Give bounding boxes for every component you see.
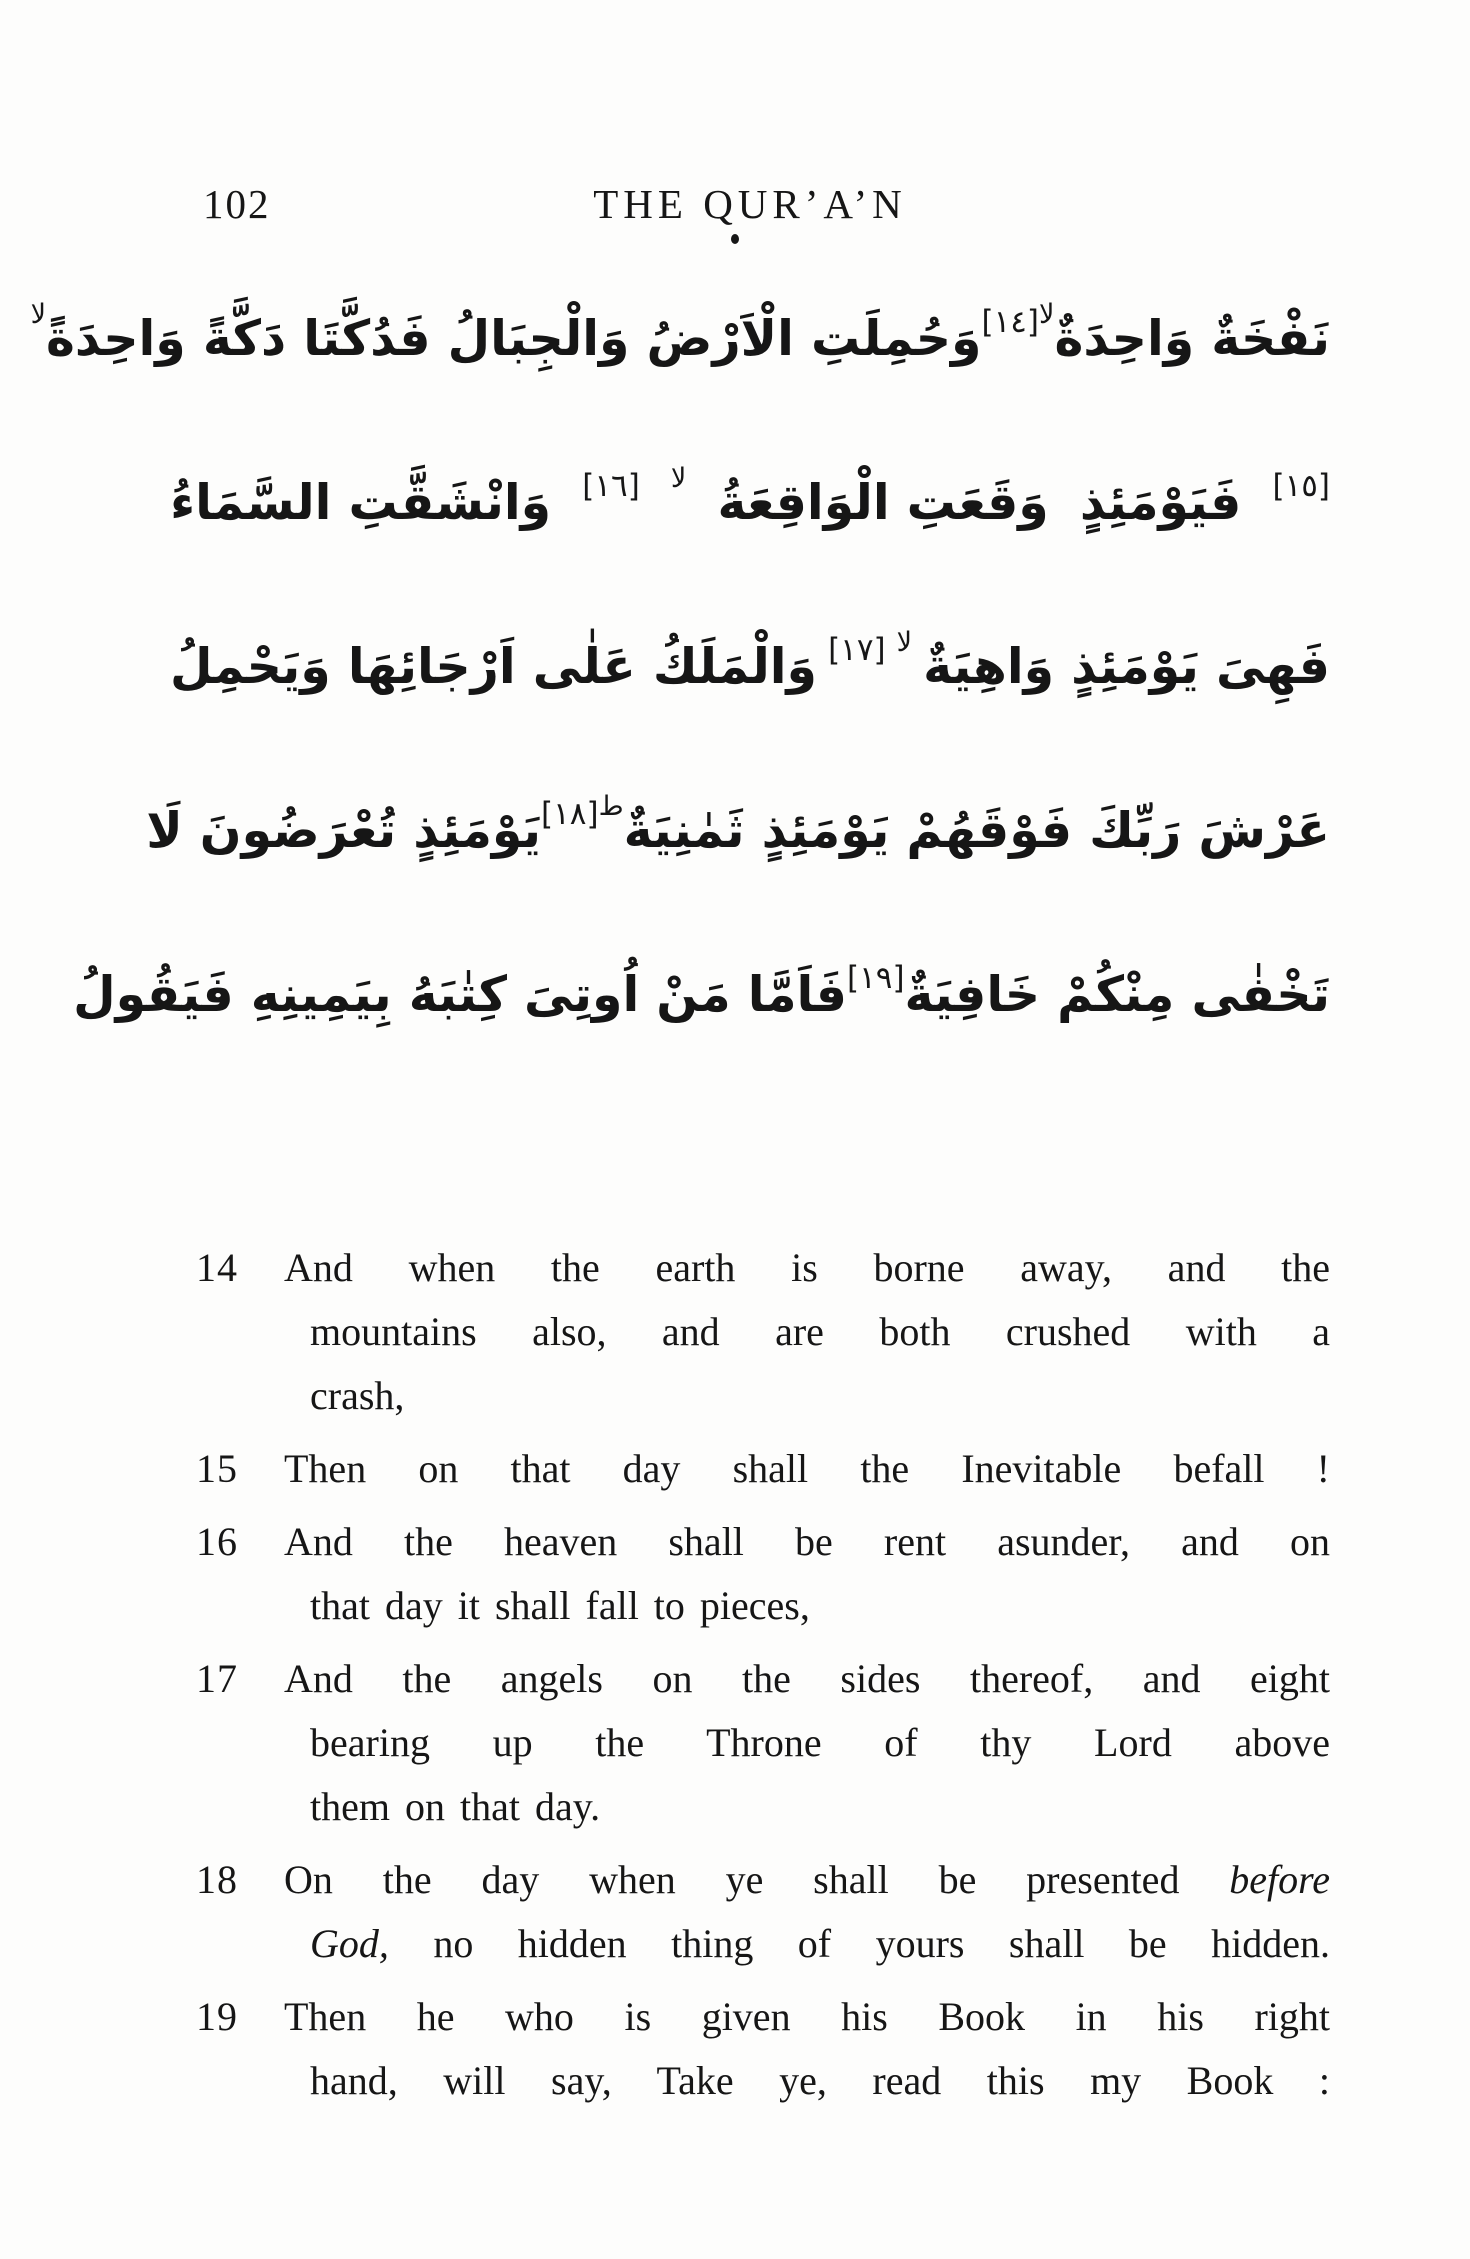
page-title: THE QUR’A’N	[593, 181, 907, 227]
arabic-text: وَانْشَقَّتِ السَّمَاءُ	[170, 473, 552, 531]
text-run: bearing up the Throne of thy Lord above	[310, 1720, 1330, 1765]
verse-number-marker: [١٦]	[582, 468, 640, 504]
verse-19	[170, 1985, 1330, 2113]
verse-text-line	[284, 1510, 1330, 1574]
verse-14	[170, 1236, 1330, 1428]
arabic-line	[146, 748, 1330, 912]
italic-text-run: before	[1229, 1857, 1330, 1902]
arabic-line	[30, 256, 1330, 420]
arabic-text: يَوْمَئِذٍ تُعْرَضُونَ لَا	[146, 801, 542, 859]
text-run: no hidden thing of yours shall be hidden.	[388, 1921, 1330, 1966]
text-run: On the day when ye shall be presented	[284, 1857, 1230, 1902]
verse-17	[170, 1647, 1330, 1839]
verse-number: 19	[196, 1994, 238, 2039]
pause-mark: لا	[896, 626, 913, 658]
verse-text-line	[284, 1437, 1330, 1501]
verse-text-line	[310, 1364, 1330, 1428]
arabic-text-block	[30, 256, 1330, 1076]
title-dot-mark	[731, 234, 739, 244]
text-run: mountains also, and are both crushed with a	[310, 1309, 1330, 1354]
text-run: And the angels on the sides thereof, and eight	[284, 1656, 1330, 1701]
verse-text-line	[284, 1985, 1330, 2049]
arabic-text: وَحُمِلَتِ الْاَرْضُ وَالْجِبَالُ فَدُكَّتَا دَكَّةً وَاحِدَةً	[45, 309, 982, 367]
verse-text-line	[284, 1236, 1330, 1300]
verse-number-marker: [١٤]	[981, 304, 1040, 340]
arabic-text: وَالْمَلَكُ عَلٰى اَرْجَائِهَا وَيَحْمِلُ	[170, 637, 817, 695]
verse-number-marker: [١٨]	[541, 796, 599, 832]
verse-16	[170, 1510, 1330, 1638]
text-run: Then on that day shall the Inevitable befall !	[284, 1446, 1330, 1491]
arabic-text: وَقَعَتِ الْوَاقِعَةُ	[717, 473, 1049, 531]
arabic-line	[170, 584, 1330, 748]
text-run: hand, will say, Take ye, read this my Book :	[310, 2058, 1330, 2103]
arabic-text: فَهِىَ يَوْمَئِذٍ وَاهِيَةٌ	[923, 637, 1330, 695]
pause-mark: لا	[1039, 298, 1055, 330]
text-run: Then he who is given his Book in his right	[284, 1994, 1330, 2039]
arabic-text: عَرْشَ رَبِّكَ فَوْقَهُمْ يَوْمَئِذٍ ثَمٰنِيَةٌ	[623, 801, 1330, 859]
text-run: crash,	[310, 1373, 405, 1418]
verse-number: 16	[196, 1519, 238, 1564]
text-run: And when the earth is borne away, and the	[284, 1245, 1330, 1290]
verse-text-line	[310, 1775, 1330, 1839]
verse-number: 15	[196, 1446, 238, 1491]
text-run: that day it shall fall to pieces,	[310, 1583, 810, 1628]
verse-text-line	[284, 1848, 1330, 1912]
pause-mark: لا	[30, 298, 46, 330]
arabic-text: تَخْفٰى مِنْكُمْ خَافِيَةٌ	[904, 965, 1330, 1023]
verse-number-marker: [١٥]	[1272, 468, 1330, 504]
verse-text-line	[284, 1647, 1330, 1711]
text-run: them on that day.	[310, 1784, 601, 1829]
arabic-line	[170, 420, 1330, 584]
english-translation-block	[170, 1236, 1330, 2122]
verse-text-line	[310, 1574, 1330, 1638]
verse-number-marker: [١٩]	[847, 960, 905, 996]
verse-number-marker: [١٧]	[828, 632, 886, 668]
arabic-line	[73, 912, 1330, 1076]
verse-text-line	[310, 1300, 1330, 1364]
pause-mark: ط	[598, 790, 624, 822]
verse-text-line	[310, 1912, 1330, 1976]
verse-text-line	[310, 1711, 1330, 1775]
verse-18	[170, 1848, 1330, 1976]
text-run: And the heaven shall be rent asunder, and on	[284, 1519, 1330, 1564]
verse-number: 17	[196, 1656, 238, 1701]
arabic-text: فَيَوْمَئِذٍ	[1079, 473, 1242, 531]
verse-15	[170, 1437, 1330, 1501]
verse-text-line	[310, 2049, 1330, 2113]
verse-number: 18	[196, 1857, 238, 1902]
arabic-text: نَفْخَةٌ وَاحِدَةٌ	[1054, 309, 1330, 367]
verse-number: 14	[196, 1245, 238, 1290]
pause-mark: لا	[670, 462, 687, 494]
italic-text-run: God,	[310, 1921, 389, 1966]
page-number: 102	[203, 181, 271, 227]
arabic-text: فَاَمَّا مَنْ اُوتِىَ كِتٰبَهُ بِيَمِينِهِ فَيَقُولُ	[73, 965, 848, 1023]
